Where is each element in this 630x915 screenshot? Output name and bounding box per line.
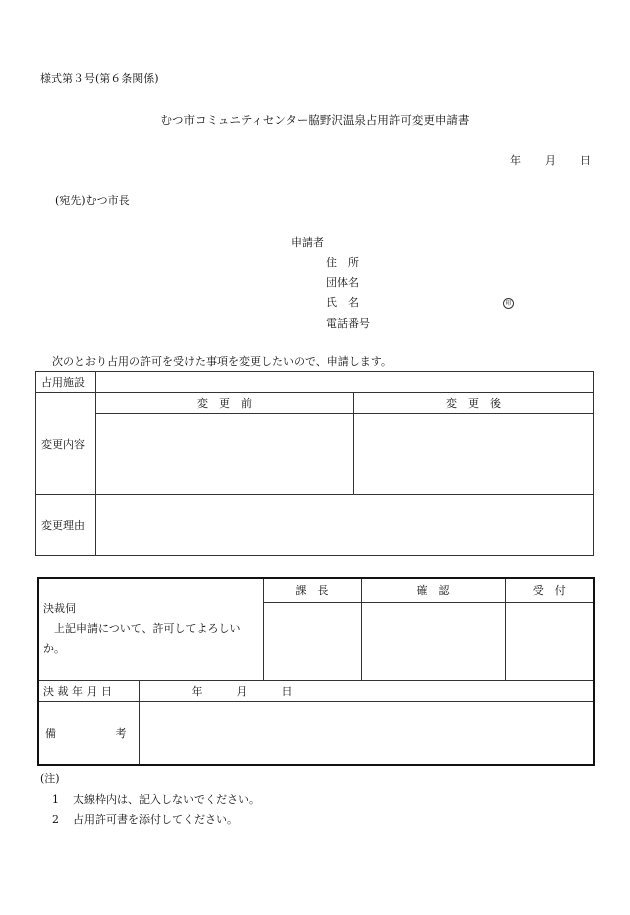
facility-label: 占用施設 [36,372,96,393]
remarks-label-cell [38,701,139,765]
decision-date-field[interactable] [139,680,594,701]
decision-heading: 決裁伺 [43,602,76,615]
before-field[interactable] [96,414,354,495]
remarks-label-2: 考 [115,726,127,740]
remarks-label-1: 備 [45,726,56,740]
decision-date-label: 決 裁 年 月 日 [38,680,139,701]
note-text: 占用許可書を添付してください。 [73,813,238,826]
decision-date-month: 月 [236,684,248,698]
form-number: 様式第３号(第６条関係) [40,72,159,85]
receipt-stamp-field[interactable] [505,602,594,680]
approval-table [37,577,595,766]
decision-request-cell [38,578,263,680]
intro-text: 次のとおり占用の許可を受けた事項を変更したいので、申請します。 [52,355,392,368]
note-text: 太線枠内は、記入しないでください。 [73,793,260,806]
decision-date-day: 日 [281,684,293,698]
note-number: 2 [52,813,59,826]
group-label: 団体名 [326,276,359,289]
change-details-table [35,371,594,556]
date-month-label: 月 [545,154,556,167]
note-item [52,791,260,807]
receipt-header: 受 付 [505,578,594,602]
decision-date-year: 年 [191,684,203,698]
notes-heading: (注) [40,772,60,785]
before-header: 変 更 前 [96,393,354,414]
page-title: むつ市コミュニティセンター脇野沢温泉占用許可変更申請書 [160,113,470,127]
after-header: 変 更 後 [354,393,594,414]
reason-label: 変更理由 [36,495,96,556]
facility-field[interactable] [96,372,594,393]
applicant-heading: 申請者 [291,236,324,249]
confirm-stamp-field[interactable] [361,602,505,680]
reason-field[interactable] [96,495,594,556]
change-content-label: 変更内容 [36,393,96,495]
after-field[interactable] [354,414,594,495]
note-item [52,811,238,827]
date-day-label: 日 [580,154,591,167]
chief-stamp-field[interactable] [263,602,361,680]
note-number: 1 [52,793,59,806]
addressee: (宛先)むつ市長 [55,194,130,207]
confirm-header: 確 認 [361,578,505,602]
address-label: 住 所 [326,256,359,269]
chief-header: 課 長 [263,578,361,602]
name-label: 氏 名 [326,296,359,309]
decision-text: 上記申請について、許可してよろしいか。 [43,622,241,655]
phone-label: 電話番号 [326,317,370,330]
date-year-label: 年 [510,154,521,167]
remarks-field[interactable] [139,701,594,765]
seal-mark: 印 [503,295,514,309]
